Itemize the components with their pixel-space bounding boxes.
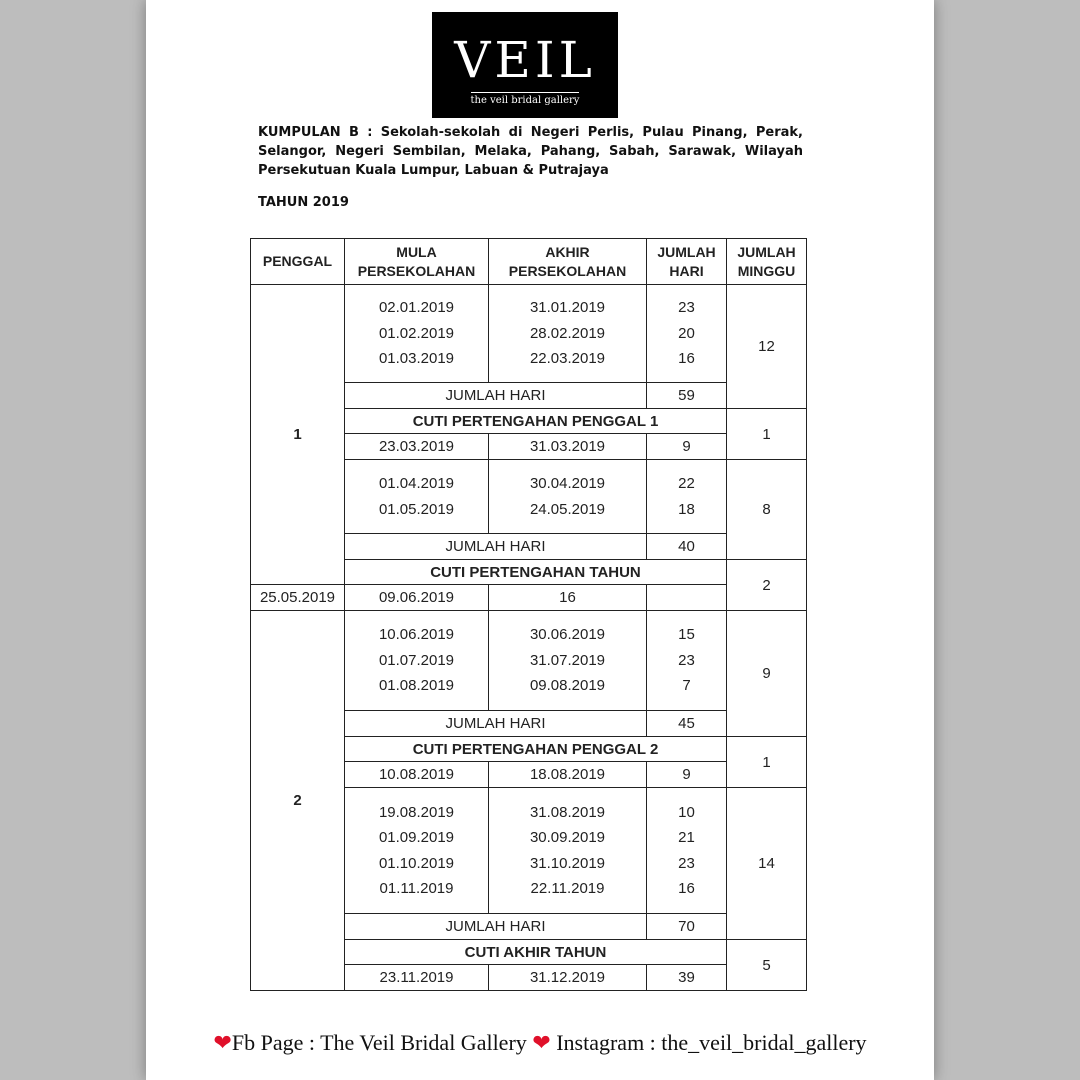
date-value: 22.03.2019	[529, 350, 606, 368]
akhir-cell	[489, 611, 647, 711]
minggu-cell: 12	[727, 285, 807, 409]
table-row	[251, 285, 807, 383]
hari-cell	[647, 611, 727, 711]
year-label: TAHUN 2019	[258, 195, 349, 210]
date-value: 28.02.2019	[529, 324, 606, 342]
header-mula: MULA PERSEKOLAHAN	[345, 239, 489, 285]
header-jumlah-minggu: JUMLAH MINGGU	[727, 239, 807, 285]
date-value: 31.07.2019	[529, 651, 606, 669]
day-count: 23	[678, 651, 695, 669]
date-value: 19.08.2019	[378, 803, 455, 821]
minggu-cell: 1	[727, 409, 807, 460]
holiday-title: CUTI PERTENGAHAN PENGGAL 1	[345, 409, 727, 434]
date-value: 01.09.2019	[378, 829, 455, 846]
jumlah-hari-label: JUMLAH HARI	[345, 383, 647, 409]
day-count: 18	[678, 500, 695, 518]
heart-icon: ❤	[532, 1030, 551, 1055]
veil-logo	[432, 12, 618, 118]
holiday-title: CUTI AKHIR TAHUN	[345, 940, 727, 965]
hari-cell	[647, 285, 727, 383]
day-count: 23	[678, 299, 695, 317]
mula-cell	[345, 285, 489, 383]
school-calendar-table	[250, 238, 807, 991]
date-value: 31.08.2019	[529, 803, 606, 821]
date-value: 01.03.2019	[378, 350, 455, 368]
day-count: 20	[678, 324, 695, 342]
header-penggal: PENGGAL	[251, 239, 345, 285]
header-akhir: AKHIR PERSEKOLAHAN	[489, 239, 647, 285]
date-value: 09.08.2019	[529, 677, 606, 695]
date-value: 01.10.2019	[378, 854, 455, 872]
facebook-page-text: Fb Page : The Veil Bridal Gallery	[231, 1030, 527, 1055]
day-count: 16	[678, 350, 695, 368]
date-value: 30.04.2019	[529, 475, 606, 492]
logo-main-text: VEIL	[454, 31, 596, 89]
minggu-cell: 14	[727, 788, 807, 940]
jumlah-hari-total: 59	[647, 383, 727, 409]
social-footer	[0, 1030, 1080, 1056]
hari-cell: 39	[647, 965, 727, 991]
group-heading: KUMPULAN B : Sekolah-sekolah di Negeri Perlis, Pulau Pinang, Perak, Selangor, Negeri Sembilan, Melaka, Pahang, Sabah, Sarawak, Wilayah Persekutuan Kuala Lumpur, Labuan & Putrajaya	[258, 125, 803, 178]
hari-cell: 9	[647, 762, 727, 788]
date-value: 22.11.2019	[530, 880, 605, 897]
day-count: 7	[682, 677, 691, 695]
jumlah-hari-label: JUMLAH HARI	[345, 914, 647, 940]
logo-sub-text: the veil bridal gallery	[471, 92, 580, 107]
jumlah-hari-label: JUMLAH HARI	[345, 534, 647, 560]
jumlah-hari-total: 40	[647, 534, 727, 560]
akhir-cell: 18.08.2019	[489, 762, 647, 788]
hari-cell	[647, 460, 727, 534]
minggu-cell: 2	[727, 560, 807, 611]
header-jumlah-hari: JUMLAH HARI	[647, 239, 727, 285]
date-value: 01.11.2019	[379, 880, 454, 897]
date-value: 01.05.2019	[378, 500, 455, 518]
date-value: 02.01.2019	[378, 299, 455, 317]
minggu-cell: 1	[727, 737, 807, 788]
minggu-cell: 8	[727, 460, 807, 560]
instagram-text: Instagram : the_veil_bridal_gallery	[556, 1030, 867, 1055]
holiday-title: CUTI PERTENGAHAN TAHUN	[345, 560, 727, 585]
akhir-cell: 09.06.2019	[345, 585, 489, 611]
date-value: 30.09.2019	[529, 829, 606, 846]
date-value: 30.06.2019	[529, 626, 606, 644]
mula-cell	[345, 460, 489, 534]
penggal-2-cell: 2	[251, 611, 345, 991]
mula-cell: 23.11.2019	[345, 965, 489, 991]
day-count: 21	[678, 829, 695, 846]
date-value: 01.08.2019	[378, 677, 455, 695]
day-count: 10	[678, 803, 695, 821]
date-value: 10.06.2019	[378, 626, 455, 644]
akhir-cell: 31.12.2019	[489, 965, 647, 991]
minggu-cell: 9	[727, 611, 807, 737]
akhir-cell	[489, 285, 647, 383]
jumlah-hari-total: 70	[647, 914, 727, 940]
table-row	[251, 585, 807, 611]
akhir-cell	[489, 460, 647, 534]
holiday-title: CUTI PERTENGAHAN PENGGAL 2	[345, 737, 727, 762]
hari-cell: 9	[647, 434, 727, 460]
table-row	[251, 611, 807, 711]
date-value: 01.07.2019	[378, 651, 455, 669]
mula-cell	[345, 788, 489, 914]
mula-cell: 10.08.2019	[345, 762, 489, 788]
date-value: 24.05.2019	[529, 500, 606, 518]
date-value: 01.02.2019	[378, 324, 455, 342]
akhir-cell: 31.03.2019	[489, 434, 647, 460]
akhir-cell	[489, 788, 647, 914]
day-count: 16	[678, 880, 695, 897]
heart-icon: ❤	[213, 1030, 232, 1055]
mula-cell	[345, 611, 489, 711]
header-row	[251, 239, 807, 285]
date-value: 31.10.2019	[529, 854, 606, 872]
date-value: 01.04.2019	[378, 475, 455, 492]
day-count: 23	[678, 854, 695, 872]
date-value: 31.01.2019	[529, 299, 606, 317]
jumlah-hari-total: 45	[647, 711, 727, 737]
mula-cell: 23.03.2019	[345, 434, 489, 460]
day-count: 22	[678, 475, 695, 492]
minggu-cell: 5	[727, 940, 807, 991]
hari-cell: 16	[489, 585, 647, 611]
hari-cell	[647, 788, 727, 914]
jumlah-hari-label: JUMLAH HARI	[345, 711, 647, 737]
day-count: 15	[678, 626, 695, 644]
penggal-1-cell: 1	[251, 285, 345, 585]
mula-cell: 25.05.2019	[251, 585, 345, 611]
